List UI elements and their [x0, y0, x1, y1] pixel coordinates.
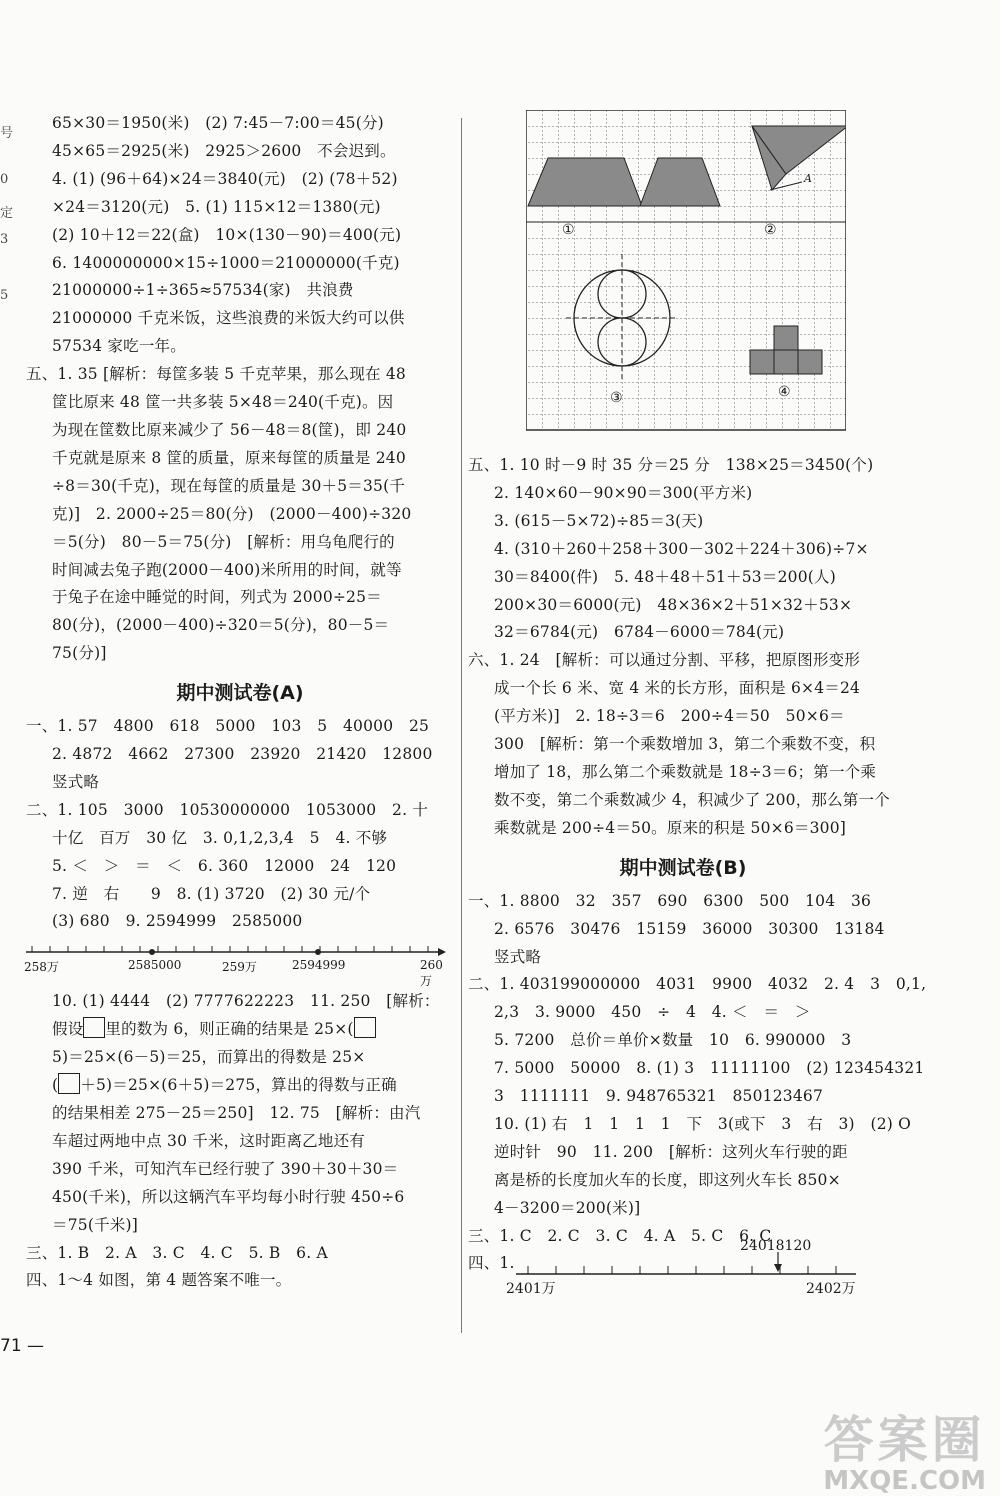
text-line: ＝75(千米)] [52, 1215, 138, 1234]
right-column [468, 110, 927, 1298]
text-line: 2. 140×60－90×90＝300(平方米) [494, 483, 753, 502]
text-line: 6. 1400000000×15÷1000＝21000000(千克) [52, 253, 400, 272]
trapezoid-shape [528, 158, 642, 206]
text-line: 于兔子在途中睡觉的时间，列式为 2000÷25＝ [52, 588, 382, 607]
text-line: (3) 680 9. 2594999 2585000 [52, 912, 303, 931]
text-line: 390 千米，可知汽车已经行驶了 390＋30＋30＝ [52, 1159, 399, 1178]
text-line: 65×30＝1950(米) (2) 7:45－7:00＝45(分) [52, 114, 384, 132]
axis-label: 2594999 [292, 958, 346, 973]
test-a-answers-cont [26, 988, 454, 1295]
text-line: ×24＝3120(元) 5. (1) 115×12＝1380(元) [52, 197, 381, 216]
text-line: 数不变，第二个乘数减少 4，积减少了 200，那么第一个 [494, 790, 890, 809]
text-line: ( ＋5)＝25×(6＋5)＝275，算出的得数与正确 [26, 1072, 454, 1100]
text-line: 200×30＝6000(元) 48×36×2＋51×32＋53× [494, 595, 853, 614]
text-line: 一、1. 57 4800 618 5000 103 5 40000 25 [26, 717, 430, 736]
text-line: 2. 4872 4662 27300 23920 21420 12800 [52, 745, 433, 764]
axis-label: 2402万 [806, 1281, 856, 1298]
text-line: 五、1. 35 [解析：每筐多装 5 千克苹果，那么现在 48 [26, 365, 406, 384]
text-line: 30＝8400(件) 5. 48＋48＋51＋53＝200(人) [494, 567, 836, 586]
text-line: 成一个长 6 米、宽 4 米的长方形，面积是 6×4＝24 [494, 679, 861, 698]
text-line: 5. ＜ ＞ ＝ ＜ 6. 360 12000 24 120 [52, 856, 397, 875]
text-line: 竖式略 [52, 772, 100, 791]
text-line: 21000000÷1÷365≈57534(家) 共浪费 [52, 281, 354, 300]
axis-label: 2585000 [128, 958, 182, 973]
text-line: 筐比原来 48 筐一共多装 5×48＝240(千克)。因 [52, 393, 394, 412]
watermark-url: MXQE.COM [823, 1466, 986, 1496]
number-line-258-260 [24, 940, 454, 989]
text-line: 2. 6576 30476 15159 36000 30300 13184 [494, 919, 885, 938]
text-line: 逆时针 90 11. 200 [解析：这列火车行驶的距 [494, 1142, 848, 1161]
text-line: 三、1. B 2. A 3. C 4. C 5. B 6. A [26, 1243, 328, 1262]
figure-label: ① [562, 222, 575, 238]
text-line: ＝5(分) 80－5＝75(分) [解析：用乌龟爬行的 [52, 532, 395, 551]
text-line: 4. (1) (96＋64)×24＝3840(元) (2) (78＋52) [52, 169, 398, 188]
figure-label: ② [764, 222, 777, 238]
axis-label: 260万 [420, 958, 443, 989]
text-line: 五、1. 10 时－9 时 35 分＝25 分 138×25＝3450(个) [468, 456, 874, 474]
figure-label: ④ [778, 384, 791, 400]
text-line: 为现在筐数比原来减少了 56－48＝8(筐)，即 240 [52, 420, 407, 439]
text-line: 增加了 18，那么第二个乘数就是 18÷3＝6；第一个乘 [494, 762, 877, 781]
edge-char: 号 [0, 126, 14, 141]
edge-char: 5 [0, 288, 9, 303]
text-line: 4－3200＝200(米)] [494, 1198, 641, 1217]
text-line: 二、1. 105 3000 10530000000 1053000 2. 十 [26, 800, 429, 819]
text-line: 45×65＝2925(米) 2925＞2600 不会迟到。 [52, 141, 396, 160]
text-line: 乘数就是 200÷4＝50。原来的积是 50×6＝300] [494, 818, 847, 837]
text-line: 80(分)，(2000－400)÷320＝5(分)，80－5＝ [52, 616, 390, 635]
watermark-logo: 答案圈 [823, 1411, 986, 1469]
section-heading-b: 期中测试卷(B) [619, 856, 747, 879]
text-line: 假设 里的数为 6，则正确的结果是 25×( [26, 1016, 454, 1044]
column-divider [461, 118, 462, 1333]
text-line: 竖式略 [494, 947, 542, 966]
text-line: 千克就是原来 8 筐的质量，原来每筐的质量是 240 [52, 448, 406, 467]
block-shape [750, 350, 822, 374]
text-line: (平方米)] 2. 18÷3＝6 200÷4＝50 50×6＝ [494, 707, 845, 726]
text-line: 5)＝25×(6－5)＝25，而算出的得数是 25× [52, 1048, 366, 1067]
text-line: 75(分)] [52, 644, 107, 663]
text-line: 4. (310＋260＋258＋300－302＋224＋306)÷7× [494, 539, 869, 558]
axis-label: 258万 [24, 960, 59, 975]
text-line: 5. 7200 总价＝单价×数量 10 6. 990000 3 [494, 1031, 852, 1050]
text-line: 300 [解析：第一个乘数增加 3，第二个乘数不变，积 [494, 735, 876, 754]
text-line: 3. (615－5×72)÷85＝3(天) [494, 511, 704, 530]
right-top-answers [468, 452, 898, 843]
edge-char: 3 [0, 232, 9, 247]
test-b-answers [468, 888, 927, 1279]
text-line: 450(千米)，所以这辆汽车平均每小时行驶 450÷6 [52, 1187, 405, 1206]
text-line: 三、1. C 2. C 3. C 4. A 5. C 6. C [468, 1226, 772, 1245]
text-line: 的结果相差 275－25＝250] 12. 75 [解析：由汽 [52, 1104, 421, 1122]
number-line-graphic [516, 1252, 856, 1288]
block-shape [774, 326, 798, 350]
text-line: 四、1～4 如图，第 4 题答案不唯一。 [26, 1271, 292, 1290]
text-line: 10. (1) 右 1 1 1 1 下 3(或下 3 右 3) (2) O [494, 1114, 912, 1133]
text-line: 离是桥的长度加火车的长度，即这列火车长 850× [494, 1170, 841, 1189]
text-line: 一、1. 8800 32 357 690 6300 500 104 36 [468, 891, 872, 910]
blank-box [58, 1073, 80, 1094]
text-line: ÷8＝30(千克)，现在每筐的质量是 30＋5＝35(千 [52, 476, 406, 495]
point-label: A [804, 172, 812, 185]
axis-label: 24018120 [740, 1238, 812, 1255]
text-line: (2) 10＋12＝22(盒) 10×(130－90)＝400(元) [52, 225, 402, 244]
grid-figure [526, 110, 898, 446]
point-2594999 [315, 949, 321, 955]
text-line: 车超过两地中点 30 千米，这时距离乙地还有 [52, 1131, 365, 1150]
text-line: 四、1. [468, 1254, 515, 1273]
text-line: 7. 5000 50000 8. (1) 3 11111100 (2) 123454321 [494, 1059, 925, 1078]
blank-box [83, 1017, 105, 1038]
grid-svg [526, 110, 846, 440]
text-line: 时间减去兔子跑(2000－400)米所用的时间，就等 [52, 560, 402, 579]
page-number: 71 — [0, 1336, 45, 1356]
blank-box [354, 1017, 376, 1038]
section-heading-a: 期中测试卷(A) [176, 682, 304, 705]
axis-label: 2401万 [506, 1281, 556, 1298]
text-line: 10. (1) 4444 (2) 7777622223 11. 250 [解析： [52, 992, 440, 1011]
text-line: 3 1111111 9. 948765321 850123467 [494, 1087, 824, 1106]
text-line: 32＝6784(元) 6784－6000＝784(元) [494, 623, 785, 642]
text-line: 21000000 千克米饭，这些浪费的米饭大约可以供 [52, 309, 405, 328]
text-line: 57534 家吃一年。 [52, 337, 186, 356]
text-line: 克)] 2. 2000÷25＝80(分) (2000－400)÷320 [52, 504, 412, 523]
left-column [26, 110, 454, 1295]
text-line: 六、1. 24 [解析：可以通过分割、平移，把原图形变形 [468, 651, 861, 670]
text-line: 二、1. 403199000000 4031 9900 4032 2. 4 3 0,1, [468, 975, 927, 994]
text-line: 7. 逆 右 9 8. (1) 3720 (2) 30 元/个 [52, 884, 371, 903]
text-line: 十亿 百万 30 亿 3. 0,1,2,3,4 5 4. 不够 [52, 828, 388, 847]
point-2585000 [149, 949, 155, 955]
figure-label: ③ [610, 390, 623, 406]
test-a-answers [26, 713, 454, 936]
watermark [823, 1400, 986, 1496]
axis-label: 259万 [222, 960, 257, 975]
edge-char: 0 [0, 172, 9, 187]
left-top-answers [26, 110, 454, 668]
text-line: 2,3 3. 9000 450 ÷ 4 4. ＜ ＝ ＞ [494, 1003, 811, 1022]
edge-char: 定 [0, 206, 14, 221]
number-line-2401-2402 [506, 1238, 898, 1298]
